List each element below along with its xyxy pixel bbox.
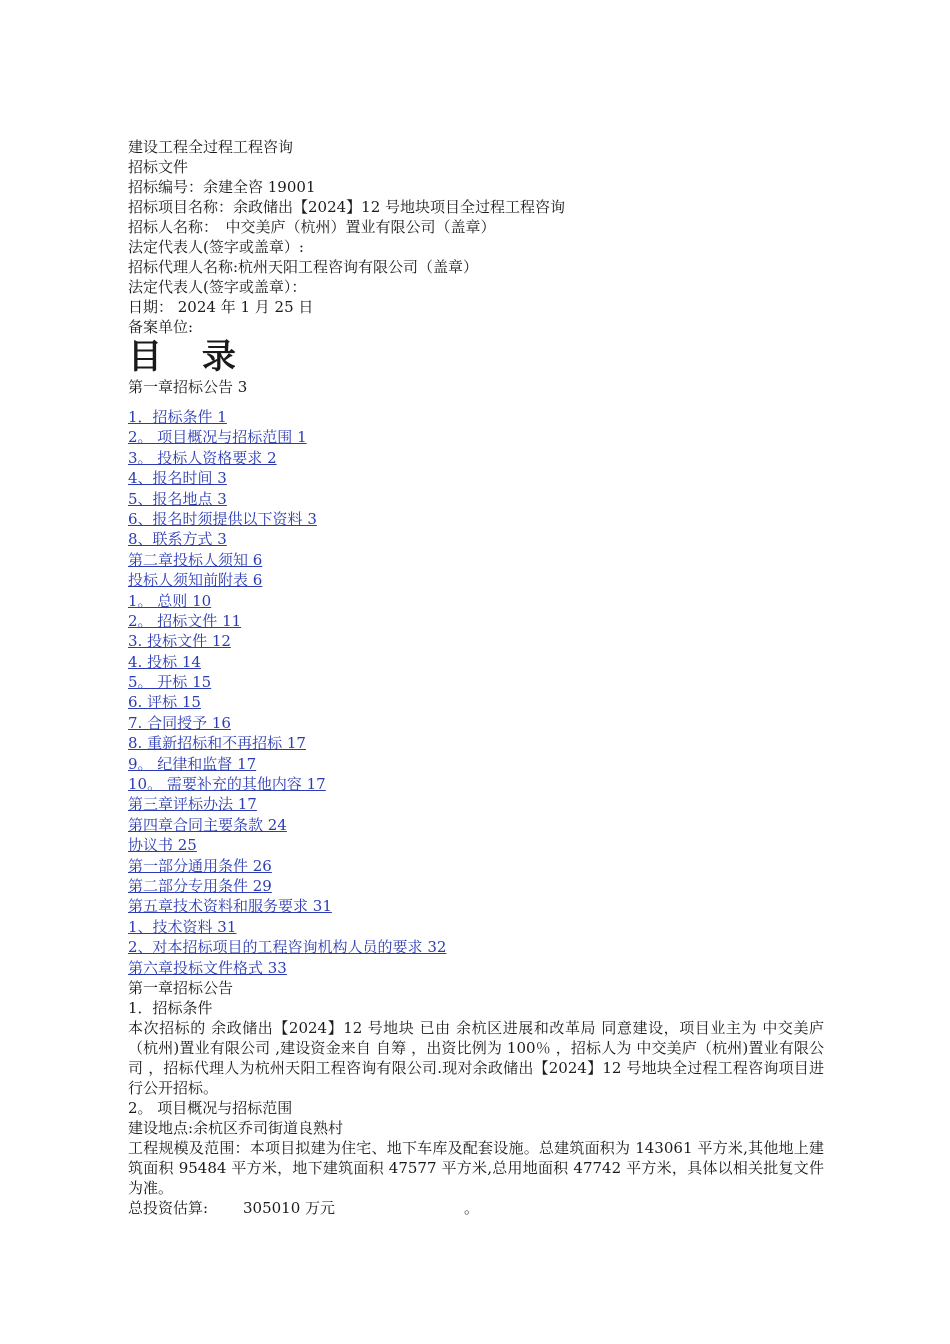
toc-link-bidding[interactable]: 4. 投标 14 xyxy=(128,652,201,671)
cover-line-project-type: 建设工程全过程工程咨询 xyxy=(128,138,294,156)
toc-item xyxy=(128,652,828,672)
toc-item xyxy=(128,876,828,896)
toc-link-chapter-2[interactable]: 第二章投标人须知 6 xyxy=(128,550,263,569)
toc-item xyxy=(128,937,828,957)
toc-link-registration-documents[interactable]: 6、报名时须提供以下资料 3 xyxy=(128,509,317,528)
toc-item xyxy=(128,509,828,529)
section-heading-project-overview: 2。 项目概况与招标范围 xyxy=(128,1098,293,1117)
toc-item xyxy=(128,427,828,447)
toc-item xyxy=(128,713,828,733)
toc-link-discipline[interactable]: 9。 纪律和监督 17 xyxy=(128,754,257,773)
toc-item xyxy=(128,754,828,774)
cover-line-tender-number: 招标编号：余建全咨 19001 xyxy=(128,178,316,196)
toc-link-bid-opening[interactable]: 5。 开标 15 xyxy=(128,673,212,692)
cover-line-agent: 招标代理人名称:杭州天阳工程咨询有限公司（盖章） xyxy=(128,258,479,276)
toc-item xyxy=(128,774,828,794)
toc-item xyxy=(128,733,828,753)
toc-link-supplementary[interactable]: 10。 需要补充的其他内容 17 xyxy=(128,775,326,794)
tender-conditions-paragraph: 本次招标的 余政储出【2024】12 号地块 已由 余杭区进展和改革局 同意建设，项目业主为 中交美庐（杭州)置业有限公司 ,建设资金来自 自筹 ，出资比例为 100％ ，招标人为 中交美庐（杭州)置业有限公司 ，招标代理人为杭州天阳工程咨询有限公司.现对余政储出【2024】12 号地块全过程工程咨询项目进行公开招标。 xyxy=(128,1018,824,1097)
cover-line-date: 日期： 2024 年 1 月 25 日 xyxy=(128,298,314,316)
toc-link-personnel-requirements[interactable]: 2、对本招标项目的工程咨询机构人员的要求 32 xyxy=(128,938,447,957)
toc-link-registration-time[interactable]: 4、报名时间 3 xyxy=(128,469,227,488)
toc-item xyxy=(128,407,828,427)
toc-item xyxy=(128,448,828,468)
toc-item xyxy=(128,550,828,570)
toc-link-technical-data[interactable]: 1、技术资料 31 xyxy=(128,917,237,936)
toc-link-chapter-4[interactable]: 第四章合同主要条款 24 xyxy=(128,815,287,834)
toc-item xyxy=(128,958,828,978)
toc-item xyxy=(128,917,828,937)
chapter-heading: 第一章招标公告 xyxy=(128,978,234,997)
investment-estimate-row xyxy=(128,1198,828,1218)
toc-link-general-conditions[interactable]: 第一部分通用条件 26 xyxy=(128,856,272,875)
toc-link-chapter-5[interactable]: 第五章技术资料和服务要求 31 xyxy=(128,897,332,916)
cover-line-doc-type: 招标文件 xyxy=(128,158,189,176)
toc-item xyxy=(128,794,828,814)
toc-link-tender-conditions[interactable]: 1．招标条件 1 xyxy=(128,408,227,426)
toc-item xyxy=(128,631,828,651)
toc-link-tender-documents[interactable]: 2。 招标文件 11 xyxy=(128,611,242,630)
toc-first-chapter: 第一章招标公告 3 xyxy=(128,378,248,396)
construction-location: 建设地点:余杭区乔司街道良熟村 xyxy=(128,1118,344,1137)
toc-spacer xyxy=(128,397,828,407)
toc-item xyxy=(128,611,828,631)
investment-end-mark: 。 xyxy=(464,1198,480,1217)
toc-link-project-overview[interactable]: 2。 项目概况与招标范围 1 xyxy=(128,428,307,447)
cover-info xyxy=(128,137,828,337)
toc-item xyxy=(128,529,828,549)
toc-link-retender[interactable]: 8. 重新招标和不再招标 17 xyxy=(128,734,306,753)
toc-link-bid-evaluation[interactable]: 6. 评标 15 xyxy=(128,693,201,712)
toc-item xyxy=(128,489,828,509)
toc-item xyxy=(128,672,828,692)
table-of-contents xyxy=(128,407,828,978)
toc-link-contact[interactable]: 8、联系方式 3 xyxy=(128,530,227,549)
cover-line-legal-rep-2: 法定代表人(签字或盖章）： xyxy=(128,278,307,296)
toc-link-special-conditions[interactable]: 第二部分专用条件 29 xyxy=(128,876,272,895)
section-heading-tender-conditions: 1．招标条件 xyxy=(128,998,213,1017)
toc-title: 目 录 xyxy=(128,337,250,377)
toc-item xyxy=(128,815,828,835)
toc-link-bidder-qualification[interactable]: 3。 投标人资格要求 2 xyxy=(128,448,277,467)
toc-link-agreement[interactable]: 协议书 25 xyxy=(128,836,197,855)
project-scope-paragraph: 工程规模及范围：本项目拟建为住宅、地下车库及配套设施。总建筑面积为 143061 平方米,其他地上建筑面积 95484 平方米，地下建筑面积 47577 平方米,总用地面积 47742 平方米，具体以相关批复文件为准。 xyxy=(128,1138,824,1197)
toc-item xyxy=(128,835,828,855)
toc-link-general[interactable]: 1。 总则 10 xyxy=(128,591,212,610)
toc-item xyxy=(128,570,828,590)
cover-line-legal-rep-1: 法定代表人(签字或盖章）: xyxy=(128,238,304,256)
toc-item xyxy=(128,468,828,488)
toc-link-chapter-3[interactable]: 第三章评标办法 17 xyxy=(128,795,257,814)
toc-item xyxy=(128,856,828,876)
toc-item xyxy=(128,896,828,916)
toc-link-bidder-instructions-table[interactable]: 投标人须知前附表 6 xyxy=(128,571,263,590)
toc-item xyxy=(128,591,828,611)
toc-link-registration-place[interactable]: 5、报名地点 3 xyxy=(128,489,227,508)
cover-line-project-name: 招标项目名称：余政储出【2024】12 号地块项目全过程工程咨询 xyxy=(128,198,566,216)
investment-label: 总投资估算: xyxy=(128,1198,209,1217)
investment-value: 305010 万元 xyxy=(243,1198,336,1217)
cover-line-filing-unit: 备案单位: xyxy=(128,318,194,336)
toc-link-bid-documents[interactable]: 3. 投标文件 12 xyxy=(128,632,231,651)
cover-line-tenderer: 招标人名称： 中交美庐（杭州）置业有限公司（盖章） xyxy=(128,218,496,236)
toc-item xyxy=(128,692,828,712)
toc-link-contract-award[interactable]: 7. 合同授予 16 xyxy=(128,713,231,732)
toc-link-chapter-6[interactable]: 第六章投标文件格式 33 xyxy=(128,958,287,977)
document-page xyxy=(128,137,828,1218)
